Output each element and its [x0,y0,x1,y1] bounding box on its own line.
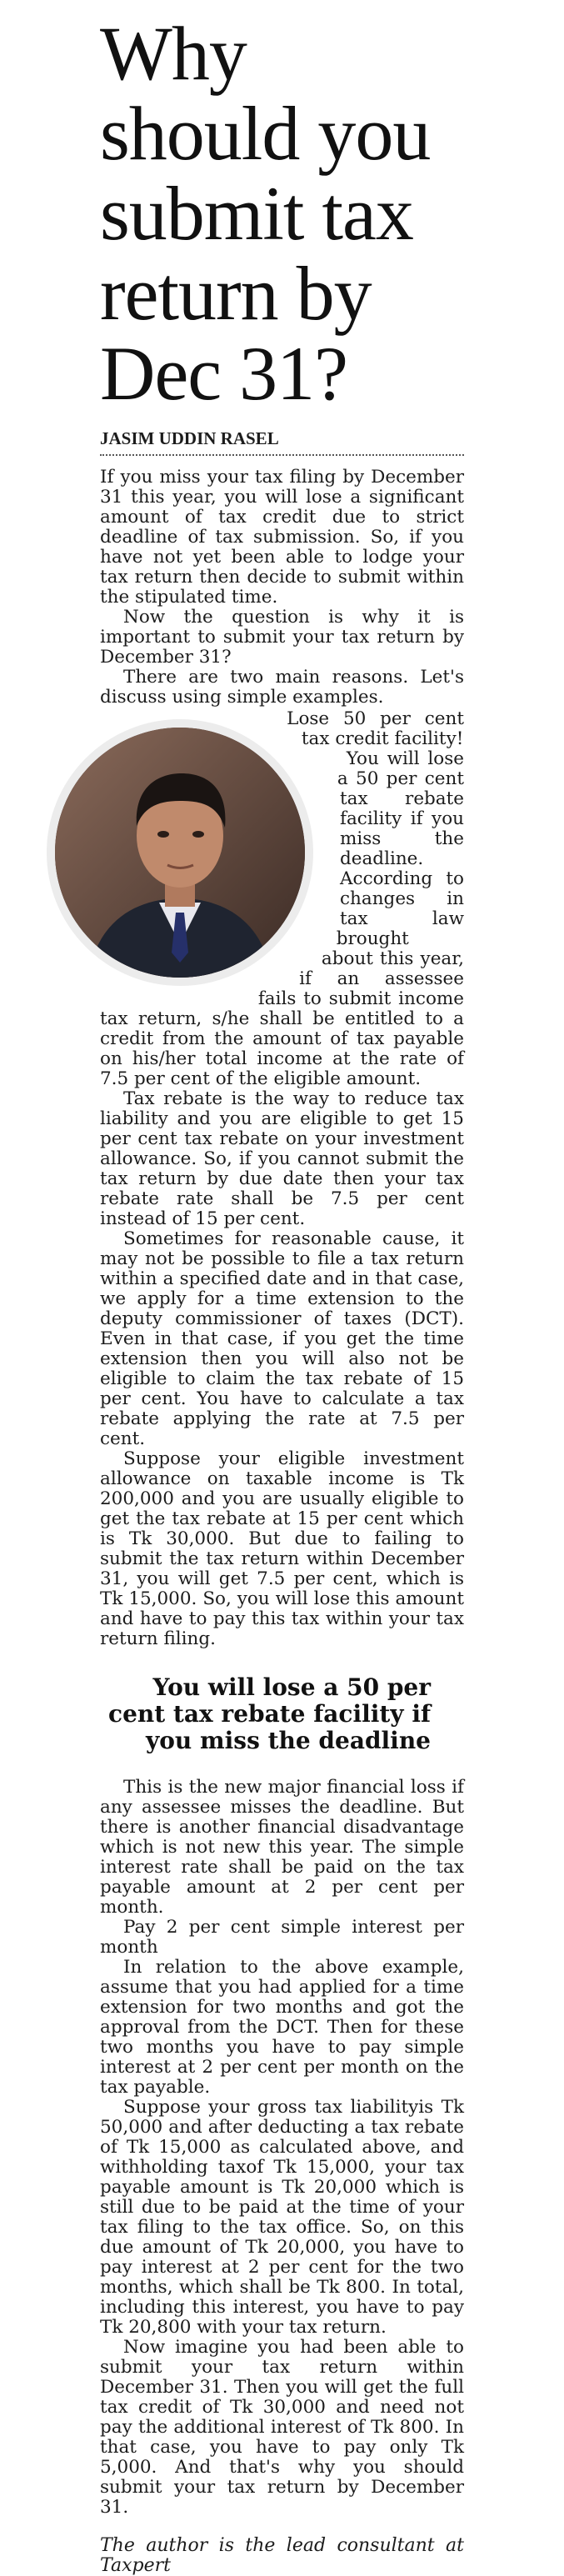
paragraph: Suppose your gross tax liabilityis Tk 50,000 and after deducting a tax rebate of Tk 15,000 as calculated above, and withholding taxof Tk 15,000, your tax payable amount is Tk 20,000 which is still due to be paid at the time of your tax filing to the tax office. So, on this due amount of Tk 20,000, you have to pay interest at 2 per cent for the two months, which shall be Tk 800. In total, including this interest, you have to pay Tk 20,800 with your tax return. [100,2097,464,2338]
pull-quote: You will lose a 50 per cent tax rebate facility if you miss the deadline [108,1673,431,1754]
author-photo [47,719,313,986]
headline: Why should you submit tax return by Dec 31? [100,11,431,416]
paragraph: Now imagine you had been able to submit your tax return within December 31. Then you will get the full tax credit of Tk 30,000 and need not pay the additional interest of Tk 800. In that case, you have to pay only Tk 5,000. And that's why you should submit your tax return by December 31. [100,2337,464,2518]
paragraph: You will lose a 50 per cent tax rebate facility if you miss the deadline. According to changes in tax law brought about this year, if an assessee fails to submit income tax return, s/he shall be entitled to a credit from the amount of tax payable on his/her total income at the rate of 7.5 per cent of the eligible amount. [100,748,464,1089]
paragraph: Now the question is why it is important to submit your tax return by December 31? [100,607,464,668]
paragraph: This is the new major financial loss if any assessee misses the deadline. But there is another financial disadvantage which is not new this year. The simple interest rate shall be paid on the tax payable amount at 2 per cent per month. [100,1777,464,1918]
paragraph: Sometimes for reasonable cause, it may not be possible to file a tax return within a specified date and in that case, we apply for a time extension to the deputy commissioner of taxes (DCT). Even in that case, if you get the time extension then you will also not be eligible to claim the tax rebate of 15 per cent. You have to calculate a tax rebate applying the rate at 7.5 per cent. [100,1228,464,1449]
paragraph: Tax rebate is the way to reduce tax liability and you are eligible to get 15 per cent tax rebate on your investment allowance. So, if you cannot submit the tax return by due date then your tax rebate rate shall be 7.5 per cent instead of 15 per cent. [100,1088,464,1229]
paragraph: There are two main reasons. Let's discuss using simple examples. [100,667,464,708]
paragraph: If you miss your tax filing by December 31 this year, you will lose a significant amount of tax credit due to strict deadline of tax submission. So, if you have not yet been able to lodge your tax return then decide to submit within the stipulated time. [100,467,464,608]
article-body [100,468,464,2576]
subhead: Lose 50 per cent tax credit facility! [287,708,464,749]
author-note: The author is the lead consultant at Taxpert [100,2535,464,2576]
byline: JASIM UDDIN RASEL [100,428,464,456]
author-photo-wrap [47,719,330,1003]
paragraph: In relation to the above example, assume that you had applied for a time extension for two months and got the approval from the DCT. Then for these two months you have to pay simple interest at 2 per cent per month on the tax payable. [100,1957,464,2098]
paragraph: Suppose your eligible investment allowance on taxable income is Tk 200,000 and you are usually eligible to get the tax rebate at 15 per cent which is Tk 30,000. But due to failing to submit the tax return within December 31, you will get 7.5 per cent, which is Tk 15,000. So, you will lose this amount and have to pay this tax within your tax return filing. [100,1448,464,1649]
subhead: Pay 2 per cent simple interest per month [100,1917,464,1958]
author-portrait-image [55,728,305,978]
